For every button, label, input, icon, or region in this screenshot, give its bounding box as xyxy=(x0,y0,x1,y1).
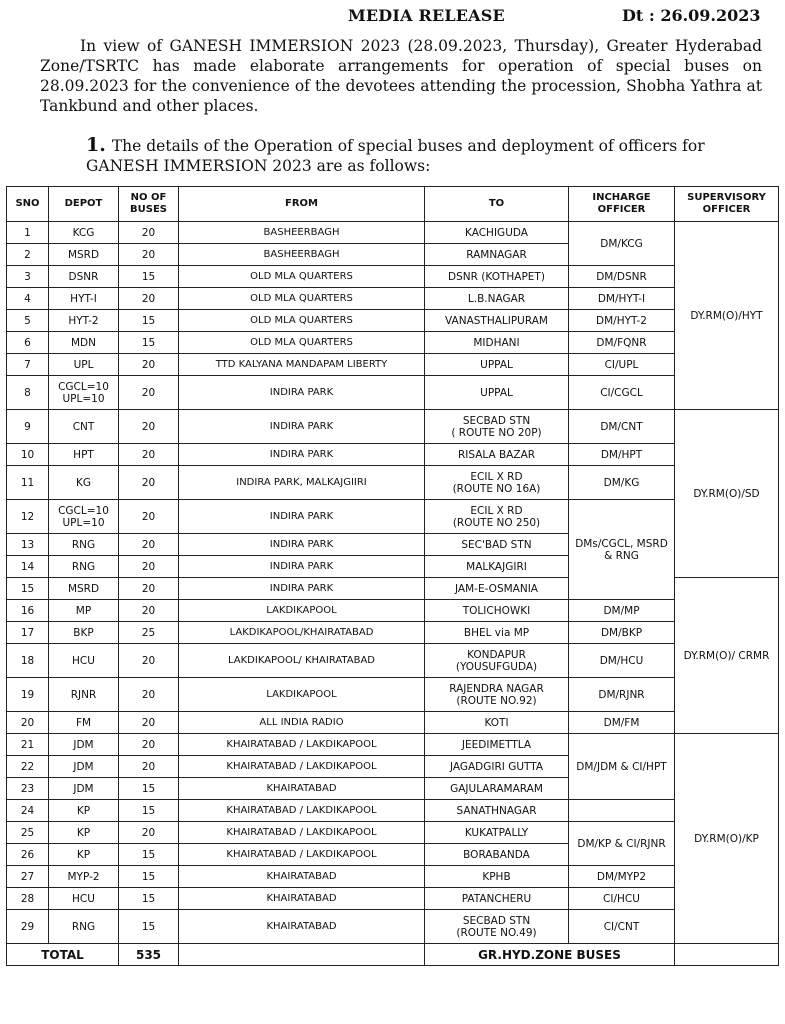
cell-to xyxy=(425,678,569,712)
cell-supervisory: DY.RM(O)/SD xyxy=(675,410,779,578)
col-buses: NO OF BUSES xyxy=(119,187,179,222)
cell-to xyxy=(425,644,569,678)
cell-from: LAKDIKAPOOL xyxy=(179,600,425,622)
cell-incharge: DM/KG xyxy=(569,466,675,500)
cell-from: INDIRA PARK, MALKAJGIIRI xyxy=(179,466,425,500)
cell-buses: 20 xyxy=(119,600,179,622)
table-header-row xyxy=(7,187,779,222)
cell-sno: 21 xyxy=(7,734,49,756)
cell-buses: 20 xyxy=(119,756,179,778)
cell-buses: 15 xyxy=(119,844,179,866)
cell-to: GAJULARAMARAM xyxy=(425,778,569,800)
table-row xyxy=(7,332,779,354)
cell-incharge: DM/DSNR xyxy=(569,266,675,288)
col-sno: SNO xyxy=(7,187,49,222)
cell-from: BASHEERBAGH xyxy=(179,222,425,244)
cell-from: INDIRA PARK xyxy=(179,556,425,578)
cell-depot: HPT xyxy=(49,444,119,466)
cell-depot: HYT-I xyxy=(49,288,119,310)
cell-depot: DSNR xyxy=(49,266,119,288)
cell-sno: 29 xyxy=(7,910,49,944)
cell-to: BORABANDA xyxy=(425,844,569,866)
cell-incharge: DM/FQNR xyxy=(569,332,675,354)
cell-depot: CNT xyxy=(49,410,119,444)
cell-incharge xyxy=(569,800,675,822)
cell-depot: MYP-2 xyxy=(49,866,119,888)
point-number: 1. xyxy=(86,134,106,156)
table-row xyxy=(7,622,779,644)
cell-from: OLD MLA QUARTERS xyxy=(179,266,425,288)
to-line: ECIL X RD xyxy=(470,504,523,517)
point-text: The details of the Operation of special buses and deployment of officers for GANESH IMMERSION 2023 are as follows: xyxy=(86,137,705,175)
cell-sno: 7 xyxy=(7,354,49,376)
cell-to: RAMNAGAR xyxy=(425,244,569,266)
cell-depot: KP xyxy=(49,844,119,866)
cell-depot: HCU xyxy=(49,888,119,910)
total-label: TOTAL xyxy=(7,944,119,966)
cell-to: BHEL via MP xyxy=(425,622,569,644)
cell-depot: HYT-2 xyxy=(49,310,119,332)
cell-incharge: DM/KP & CI/RJNR xyxy=(569,822,675,866)
cell-from: KHAIRATABAD xyxy=(179,778,425,800)
cell-incharge: CI/CGCL xyxy=(569,376,675,410)
cell-depot: RNG xyxy=(49,534,119,556)
cell-to: MIDHANI xyxy=(425,332,569,354)
to-line: SECBAD STN xyxy=(462,414,531,427)
cell-depot: JDM xyxy=(49,734,119,756)
cell-to: PATANCHERU xyxy=(425,888,569,910)
cell-to: L.B.NAGAR xyxy=(425,288,569,310)
intro-paragraph xyxy=(40,36,762,116)
table-row xyxy=(7,910,779,944)
cell-to: UPPAL xyxy=(425,376,569,410)
cell-to: SANATHNAGAR xyxy=(425,800,569,822)
cell-buses: 20 xyxy=(119,500,179,534)
cell-incharge: DM/BKP xyxy=(569,622,675,644)
to-line: (ROUTE NO 16A) xyxy=(452,482,541,495)
cell-sno: 10 xyxy=(7,444,49,466)
cell-buses: 25 xyxy=(119,622,179,644)
cell-from: KHAIRATABAD / LAKDIKAPOOL xyxy=(179,822,425,844)
cell-sno: 22 xyxy=(7,756,49,778)
cell-to: TOLICHOWKI xyxy=(425,600,569,622)
table-row xyxy=(7,734,779,756)
table-row xyxy=(7,600,779,622)
cell-depot: JDM xyxy=(49,756,119,778)
cell-depot: KP xyxy=(49,822,119,844)
cell-sno: 14 xyxy=(7,556,49,578)
cell-supervisory: DY.RM(O)/ CRMR xyxy=(675,578,779,734)
table-row xyxy=(7,410,779,444)
cell-incharge: DM/KCG xyxy=(569,222,675,266)
table-row xyxy=(7,444,779,466)
cell-depot: JDM xyxy=(49,778,119,800)
cell-to xyxy=(425,910,569,944)
col-depot: DEPOT xyxy=(49,187,119,222)
cell-from: LAKDIKAPOOL xyxy=(179,678,425,712)
cell-from: KHAIRATABAD / LAKDIKAPOOL xyxy=(179,756,425,778)
total-row xyxy=(7,944,779,966)
cell-sno: 12 xyxy=(7,500,49,534)
cell-sno: 11 xyxy=(7,466,49,500)
cell-depot: MSRD xyxy=(49,578,119,600)
depot-line: CGCL=10 xyxy=(58,504,109,517)
cell-buses: 15 xyxy=(119,910,179,944)
cell-from: INDIRA PARK xyxy=(179,376,425,410)
cell-to: KPHB xyxy=(425,866,569,888)
cell-incharge: DM/FM xyxy=(569,712,675,734)
cell-buses: 20 xyxy=(119,556,179,578)
cell-to xyxy=(425,466,569,500)
cell-buses: 20 xyxy=(119,444,179,466)
cell-buses: 20 xyxy=(119,534,179,556)
cell-from: KHAIRATABAD xyxy=(179,910,425,944)
cell-from: KHAIRATABAD xyxy=(179,866,425,888)
point-one xyxy=(86,135,776,176)
cell-incharge: DM/HCU xyxy=(569,644,675,678)
cell-to: JAGADGIRI GUTTA xyxy=(425,756,569,778)
cell-incharge: CI/HCU xyxy=(569,888,675,910)
cell-to: MALKAJGIRI xyxy=(425,556,569,578)
cell-depot xyxy=(49,376,119,410)
to-line: SECBAD STN xyxy=(462,914,531,927)
cell-sno: 28 xyxy=(7,888,49,910)
cell-depot: FM xyxy=(49,712,119,734)
cell-sno: 16 xyxy=(7,600,49,622)
cell-to: KOTI xyxy=(425,712,569,734)
cell-from: INDIRA PARK xyxy=(179,500,425,534)
cell-buses: 15 xyxy=(119,332,179,354)
cell-buses: 15 xyxy=(119,778,179,800)
buses-table xyxy=(6,186,779,966)
depot-line: UPL=10 xyxy=(62,516,105,529)
to-line: (ROUTE NO.49) xyxy=(456,926,537,939)
cell-incharge: DM/HPT xyxy=(569,444,675,466)
cell-buses: 15 xyxy=(119,866,179,888)
cell-from: INDIRA PARK xyxy=(179,534,425,556)
col-to: TO xyxy=(425,187,569,222)
cell-buses: 15 xyxy=(119,266,179,288)
cell-from: LAKDIKAPOOL/ KHAIRATABAD xyxy=(179,644,425,678)
cell-buses: 20 xyxy=(119,244,179,266)
cell-sno: 19 xyxy=(7,678,49,712)
cell-depot: MP xyxy=(49,600,119,622)
col-incharge: INCHARGE OFFICER xyxy=(569,187,675,222)
cell-incharge: CI/UPL xyxy=(569,354,675,376)
cell-from: TTD KALYANA MANDAPAM LIBERTY xyxy=(179,354,425,376)
cell-incharge: DM/JDM & CI/HPT xyxy=(569,734,675,800)
table-row xyxy=(7,376,779,410)
cell-to: JEEDIMETTLA xyxy=(425,734,569,756)
table-row xyxy=(7,866,779,888)
depot-line: CGCL=10 xyxy=(58,380,109,393)
cell-from: INDIRA PARK xyxy=(179,410,425,444)
cell-depot: KG xyxy=(49,466,119,500)
cell-depot: RNG xyxy=(49,556,119,578)
cell-to: KACHIGUDA xyxy=(425,222,569,244)
table-row xyxy=(7,822,779,844)
cell-supervisory: DY.RM(O)/KP xyxy=(675,734,779,944)
cell-buses: 20 xyxy=(119,410,179,444)
total-buses: 535 xyxy=(119,944,179,966)
cell-incharge: DMs/CGCL, MSRD & RNG xyxy=(569,500,675,600)
table-row xyxy=(7,888,779,910)
cell-depot: MDN xyxy=(49,332,119,354)
cell-buses: 20 xyxy=(119,644,179,678)
col-from: FROM xyxy=(179,187,425,222)
table-row xyxy=(7,466,779,500)
to-line: (YOUSUFGUDA) xyxy=(455,660,538,673)
to-line: (ROUTE NO 250) xyxy=(452,516,541,529)
cell-to: KUKATPALLY xyxy=(425,822,569,844)
cell-buses: 15 xyxy=(119,888,179,910)
cell-to: RISALA BAZAR xyxy=(425,444,569,466)
cell-from: KHAIRATABAD / LAKDIKAPOOL xyxy=(179,800,425,822)
release-title: MEDIA RELEASE xyxy=(348,6,505,25)
cell-buses: 15 xyxy=(119,800,179,822)
cell-sno: 5 xyxy=(7,310,49,332)
cell-depot: UPL xyxy=(49,354,119,376)
cell-buses: 20 xyxy=(119,712,179,734)
cell-buses: 20 xyxy=(119,734,179,756)
total-blank xyxy=(179,944,425,966)
cell-buses: 20 xyxy=(119,466,179,500)
cell-supervisory: DY.RM(O)/HYT xyxy=(675,222,779,410)
cell-buses: 20 xyxy=(119,376,179,410)
cell-depot: HCU xyxy=(49,644,119,678)
cell-incharge: DM/RJNR xyxy=(569,678,675,712)
cell-sno: 2 xyxy=(7,244,49,266)
cell-incharge: DM/HYT-2 xyxy=(569,310,675,332)
to-line: (ROUTE NO.92) xyxy=(456,694,537,707)
table-row xyxy=(7,678,779,712)
cell-depot: KCG xyxy=(49,222,119,244)
cell-sno: 18 xyxy=(7,644,49,678)
cell-from: KHAIRATABAD / LAKDIKAPOOL xyxy=(179,844,425,866)
to-line: RAJENDRA NAGAR xyxy=(449,682,544,695)
cell-buses: 20 xyxy=(119,578,179,600)
table-row xyxy=(7,288,779,310)
cell-sno: 25 xyxy=(7,822,49,844)
total-note: GR.HYD.ZONE BUSES xyxy=(425,944,675,966)
cell-incharge: CI/CNT xyxy=(569,910,675,944)
cell-depot: BKP xyxy=(49,622,119,644)
cell-incharge: DM/CNT xyxy=(569,410,675,444)
cell-from: INDIRA PARK xyxy=(179,444,425,466)
cell-sno: 8 xyxy=(7,376,49,410)
col-supervisory: SUPERVISORY OFFICER xyxy=(675,187,779,222)
depot-line: UPL=10 xyxy=(62,392,105,405)
cell-sno: 6 xyxy=(7,332,49,354)
to-line: ECIL X RD xyxy=(470,470,523,483)
cell-from: KHAIRATABAD xyxy=(179,888,425,910)
cell-to: UPPAL xyxy=(425,354,569,376)
table-row xyxy=(7,266,779,288)
cell-depot: MSRD xyxy=(49,244,119,266)
cell-sno: 26 xyxy=(7,844,49,866)
table-row xyxy=(7,222,779,244)
release-header xyxy=(0,4,785,30)
table-row xyxy=(7,712,779,734)
table-row xyxy=(7,800,779,822)
cell-depot: RNG xyxy=(49,910,119,944)
cell-incharge: DM/MYP2 xyxy=(569,866,675,888)
cell-from: OLD MLA QUARTERS xyxy=(179,310,425,332)
cell-depot: RJNR xyxy=(49,678,119,712)
cell-to xyxy=(425,500,569,534)
cell-incharge: DM/HYT-I xyxy=(569,288,675,310)
total-blank xyxy=(675,944,779,966)
to-line: KONDAPUR xyxy=(467,648,526,661)
table-row xyxy=(7,644,779,678)
cell-sno: 1 xyxy=(7,222,49,244)
release-date: Dt : 26.09.2023 xyxy=(622,6,761,25)
cell-from: LAKDIKAPOOL/KHAIRATABAD xyxy=(179,622,425,644)
cell-sno: 13 xyxy=(7,534,49,556)
cell-sno: 3 xyxy=(7,266,49,288)
cell-incharge: DM/MP xyxy=(569,600,675,622)
cell-buses: 20 xyxy=(119,354,179,376)
cell-sno: 17 xyxy=(7,622,49,644)
cell-buses: 20 xyxy=(119,822,179,844)
cell-to xyxy=(425,410,569,444)
cell-sno: 20 xyxy=(7,712,49,734)
cell-sno: 4 xyxy=(7,288,49,310)
cell-from: OLD MLA QUARTERS xyxy=(179,288,425,310)
cell-sno: 24 xyxy=(7,800,49,822)
cell-buses: 20 xyxy=(119,288,179,310)
cell-buses: 20 xyxy=(119,678,179,712)
cell-from: OLD MLA QUARTERS xyxy=(179,332,425,354)
cell-to: SEC'BAD STN xyxy=(425,534,569,556)
cell-to: JAM-E-OSMANIA xyxy=(425,578,569,600)
cell-sno: 23 xyxy=(7,778,49,800)
cell-to: DSNR (KOTHAPET) xyxy=(425,266,569,288)
cell-from: ALL INDIA RADIO xyxy=(179,712,425,734)
cell-sno: 15 xyxy=(7,578,49,600)
cell-buses: 15 xyxy=(119,310,179,332)
cell-from: BASHEERBAGH xyxy=(179,244,425,266)
table-row xyxy=(7,354,779,376)
cell-sno: 27 xyxy=(7,866,49,888)
cell-buses: 20 xyxy=(119,222,179,244)
cell-depot xyxy=(49,500,119,534)
to-line: ( ROUTE NO 20P) xyxy=(451,426,542,439)
cell-sno: 9 xyxy=(7,410,49,444)
table-row xyxy=(7,500,779,534)
cell-from: INDIRA PARK xyxy=(179,578,425,600)
intro-text: In view of GANESH IMMERSION 2023 (28.09.2023, Thursday), Greater Hyderabad Zone/TSRTC has made elaborate arrangements for operation of special buses on 28.09.2023 for the convenience of the devotees attending the procession, Shobha Yathra at Tankbund and other places. xyxy=(40,37,762,115)
cell-from: KHAIRATABAD / LAKDIKAPOOL xyxy=(179,734,425,756)
cell-to: VANASTHALIPURAM xyxy=(425,310,569,332)
table-row xyxy=(7,310,779,332)
cell-depot: KP xyxy=(49,800,119,822)
